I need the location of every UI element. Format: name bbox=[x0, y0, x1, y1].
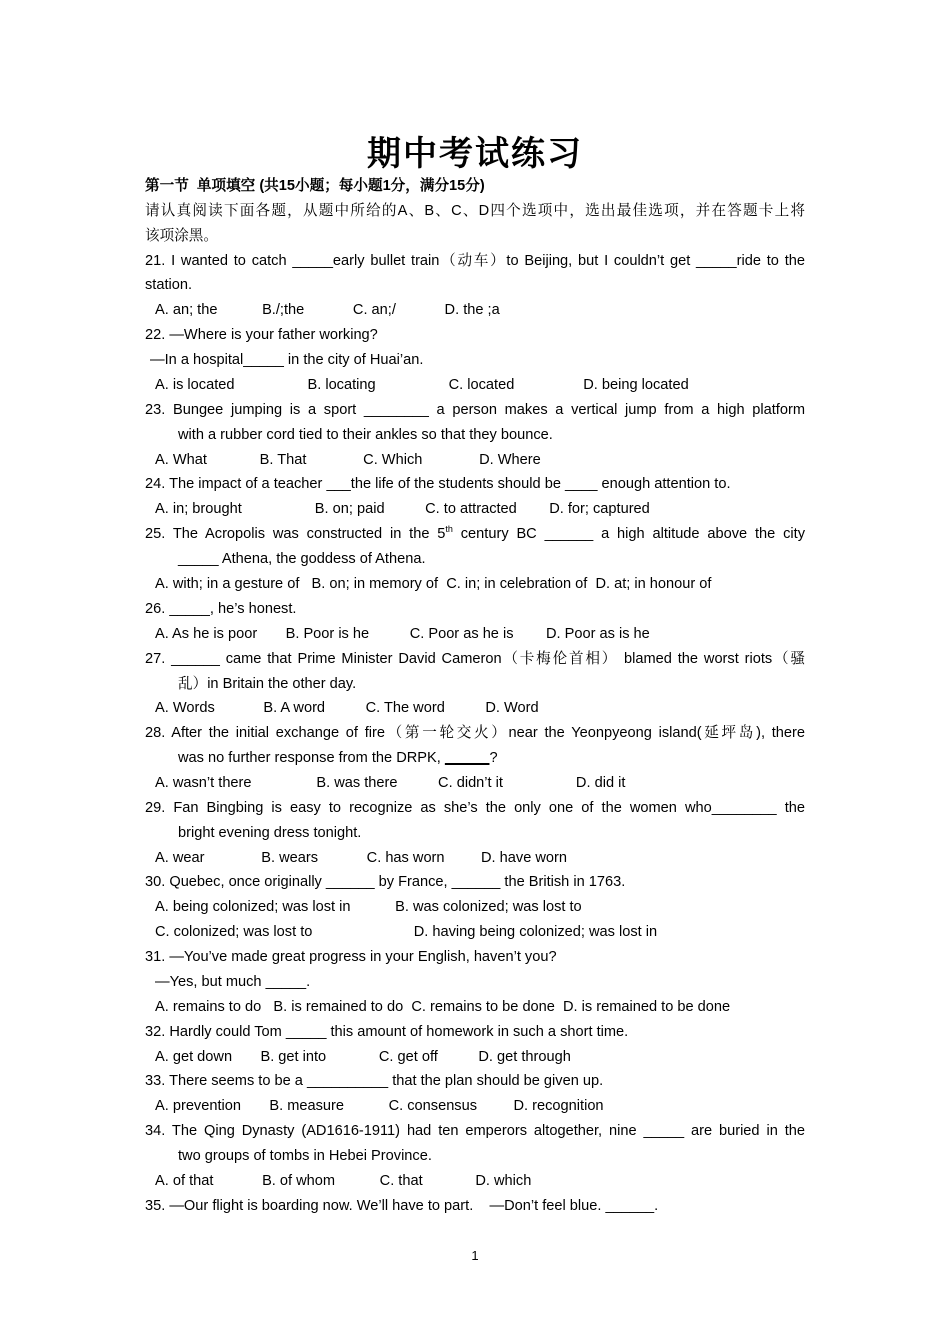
question-28-stem-cont bbox=[178, 748, 498, 768]
question-31-options: A. remains to do B. is remained to do C. remains to be done D. is remained to be done bbox=[155, 999, 731, 1015]
question-31-reply: —Yes, but much _____. bbox=[155, 974, 311, 990]
question-24-options: A. in; brought B. on; paid C. to attracted D. for; captured bbox=[155, 501, 650, 517]
question-21-stem: 21. I wanted to catch _____early bullet train（动车）to Beijing, but I couldn’t get _____ride to the bbox=[145, 253, 805, 269]
question-35-stem: 35. —Our flight is boarding now. We’ll have to part. —Don’t feel blue. ______. bbox=[145, 1198, 659, 1214]
question-34-stem: 34. The Qing Dynasty (AD1616-1911) had ten emperors altogether, nine _____ are buried in the bbox=[145, 1123, 805, 1139]
question-26-stem: 26. _____, he’s honest. bbox=[145, 601, 297, 617]
question-32-stem: 32. Hardly could Tom _____ this amount of homework in such a short time. bbox=[145, 1024, 629, 1040]
question-29-stem-cont: bright evening dress tonight. bbox=[178, 825, 362, 841]
page-title: 期中考试练习 bbox=[367, 134, 583, 174]
answer-blank bbox=[445, 750, 490, 766]
question-31-stem: 31. —You’ve made great progress in your English, haven’t you? bbox=[145, 949, 557, 965]
question-28-stem: 28. After the initial exchange of fire（第一轮交火）near the Yeonpyeong island(延坪岛), there bbox=[145, 725, 805, 741]
question-22-options: A. is located B. locating C. located D. being located bbox=[155, 377, 689, 393]
question-27-stem-cont: 乱）in Britain the other day. bbox=[178, 676, 357, 692]
question-23-stem-cont: with a rubber cord tied to their ankles so that they bounce. bbox=[178, 427, 553, 443]
question-22-stem: 22. —Where is your father working? bbox=[145, 327, 378, 343]
question-23-options: A. What B. That C. Which D. Where bbox=[155, 452, 541, 468]
question-21-options: A. an; the B./;the C. an;/ D. the ;a bbox=[155, 302, 500, 318]
question-25-stem-end: century BC ______ a high altitude above the city bbox=[452, 526, 805, 542]
instruction-line-1: 请认真阅读下面各题，从题中所给的A、B、C、D四个选项中，选出最佳选项，并在答题卡上将 bbox=[145, 203, 805, 219]
question-29-stem: 29. Fan Bingbing is easy to recognize as she’s the only one of the women who________ the bbox=[145, 800, 805, 816]
question-33-options: A. prevention B. measure C. consensus D. recognition bbox=[155, 1098, 604, 1114]
section-heading: 第一节 单项填空 (共15小题；每小题1分，满分15分) bbox=[145, 178, 485, 194]
question-29-options: A. wear B. wears C. has worn D. have worn bbox=[155, 850, 568, 866]
question-27-options: A. Words B. A word C. The word D. Word bbox=[155, 700, 539, 716]
instruction-line-2: 该项涂黑。 bbox=[145, 228, 218, 244]
question-25-stem-cont: _____ Athena, the goddess of Athena. bbox=[178, 551, 426, 567]
ordinal-suffix: th bbox=[445, 524, 453, 534]
question-30-stem: 30. Quebec, once originally ______ by France, ______ the British in 1763. bbox=[145, 874, 626, 890]
question-28-stem-text: was no further response from the DRPK, bbox=[178, 750, 445, 766]
question-25-stem-start: 25. The Acropolis was constructed in the 5 bbox=[145, 526, 446, 542]
page-number: 1 bbox=[471, 1248, 479, 1263]
question-34-stem-cont: two groups of tombs in Hebei Province. bbox=[178, 1148, 432, 1164]
question-34-options: A. of that B. of whom C. that D. which bbox=[155, 1173, 532, 1189]
question-30-options-1: A. being colonized; was lost in B. was colonized; was lost to bbox=[155, 899, 582, 915]
question-27-stem: 27. ______ came that Prime Minister David Cameron（卡梅伦首相） blamed the worst riots（骚 bbox=[145, 651, 805, 667]
question-21-stem-cont: station. bbox=[145, 277, 193, 293]
question-26-options: A. As he is poor B. Poor is he C. Poor as he is D. Poor as is he bbox=[155, 626, 650, 642]
question-25-stem bbox=[145, 524, 805, 544]
question-22-reply: —In a hospital_____ in the city of Huai’an. bbox=[150, 352, 424, 368]
question-33-stem: 33. There seems to be a __________ that the plan should be given up. bbox=[145, 1073, 604, 1089]
question-30-options-2: C. colonized; was lost to D. having being colonized; was lost in bbox=[155, 924, 658, 940]
question-32-options: A. get down B. get into C. get off D. get through bbox=[155, 1049, 571, 1065]
question-24-stem: 24. The impact of a teacher ___the life of the students should be ____ enough attention to. bbox=[145, 476, 731, 492]
question-mark: ? bbox=[489, 750, 498, 766]
question-28-options: A. wasn’t there B. was there C. didn’t it D. did it bbox=[155, 775, 626, 791]
question-23-stem: 23. Bungee jumping is a sport ________ a person makes a vertical jump from a high platform bbox=[145, 402, 805, 418]
question-25-options: A. with; in a gesture of B. on; in memory of C. in; in celebration of D. at; in honour of bbox=[155, 576, 712, 592]
